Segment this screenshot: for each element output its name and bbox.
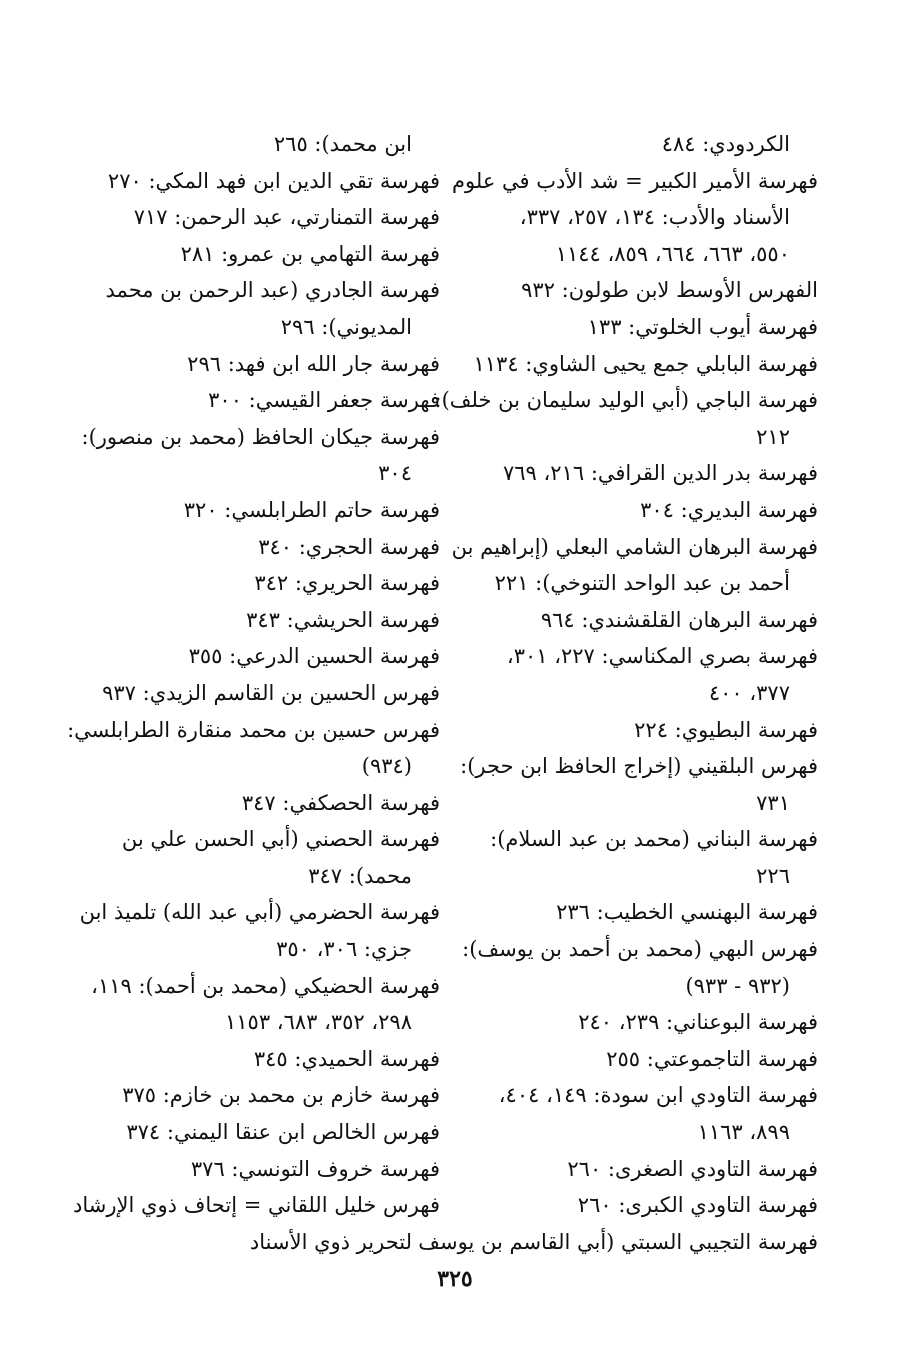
- index-entry: فهرسة الحضرمي (أبي عبد الله) تلميذ ابن: [79, 900, 440, 925]
- index-entry-continuation: المديوني): ٢٩٦: [280, 314, 412, 339]
- index-entry: فهرسة الحضيكي (محمد بن أحمد): ١١٩،: [91, 973, 440, 998]
- index-entry: فهرس الحسين بن القاسم الزيدي: ٩٣٧: [102, 680, 440, 705]
- index-entry: فهرسة التاودي ابن سودة: ١٤٩، ٤٠٤،: [498, 1083, 818, 1108]
- index-entry: فهرسة التاجموعتي: ٢٥٥: [606, 1046, 818, 1071]
- left-column: [67, 126, 440, 1260]
- index-entry: فهرسة البرهان القلقشندي: ٩٦٤: [540, 607, 818, 632]
- index-entry-continuation: ٢٩٨، ٣٥٢، ٦٨٣، ١١٥٣: [224, 1010, 412, 1035]
- index-entry: فهرسة بدر الدين القرافي: ٢١٦، ٧٦٩: [503, 461, 818, 486]
- index-entry: فهرسة الحريري: ٣٤٢: [254, 571, 440, 596]
- index-entry: فهرس خليل اللقاني = إتحاف ذوي الإرشاد: [73, 1193, 440, 1218]
- index-entry-continuation: ٣٠٤: [378, 461, 412, 486]
- page-number: ٣٢٥: [437, 1266, 473, 1292]
- index-entry: فهرس حسين بن محمد منقارة الطرابلسي:: [67, 717, 440, 742]
- right-column: [418, 126, 818, 1260]
- index-entry: فهرس الخالص ابن عنقا اليمني: ٣٧٤: [126, 1120, 440, 1145]
- index-entry-continuation: ٥٥٠، ٦٦٣، ٦٦٤، ٨٥٩، ١١٤٤: [555, 241, 790, 266]
- index-entry-continuation: ٨٩٩، ١١٦٣: [697, 1120, 790, 1145]
- index-entry-continuation: محمد): ٣٤٧: [308, 863, 412, 888]
- index-entry: فهرسة أيوب الخلوتي: ١٣٣: [587, 314, 818, 339]
- index-entry: فهرسة الحسين الدرعي: ٣٥٥: [188, 644, 440, 669]
- index-entry: فهرسة التجيبي السبتي (أبي القاسم بن يوسف: [418, 1229, 818, 1254]
- index-entry: فهرسة الحميدي: ٣٤٥: [253, 1046, 440, 1071]
- index-entry: فهرسة الحريشي: ٣٤٣: [246, 607, 440, 632]
- index-entry-continuation: ٢٢٦: [756, 863, 790, 888]
- index-entry-continuation: ٣٧٧، ٤٠٠: [708, 680, 790, 705]
- index-entry: فهرس البلقيني (إخراج الحافظ ابن حجر):: [460, 754, 818, 779]
- index-entry-continuation: الكردودي: ٤٨٤: [661, 132, 790, 156]
- index-entry: فهرسة الأمير الكبير = شد الأدب في علوم: [452, 168, 818, 193]
- index-entry: الفهرس الأوسط لابن طولون: ٩٣٢: [521, 278, 818, 303]
- index-entry: فهرسة بصري المكناسي: ٢٢٧، ٣٠١،: [506, 644, 818, 669]
- index-entry: فهرسة خروف التونسي: ٣٧٦: [190, 1156, 440, 1181]
- index-entry: فهرسة حاتم الطرابلسي: ٣٢٠: [183, 497, 440, 522]
- index-entry: فهرسة التاودي الكبرى: ٢٦٠: [577, 1193, 818, 1218]
- index-entry-continuation: (٩٣٤): [361, 754, 412, 779]
- index-entry: فهرسة جيكان الحافظ (محمد بن منصور):: [81, 424, 440, 449]
- index-entry-continuation: أحمد بن عبد الواحد التنوخي): ٢٢١: [494, 571, 790, 596]
- index-entry: فهرسة البهنسي الخطيب: ٢٣٦: [556, 900, 818, 925]
- index-entry-continuation: (٩٣٢ - ٩٣٣): [685, 973, 790, 998]
- index-entry-continuation: جزي: ٣٠٦، ٣٥٠: [276, 937, 412, 962]
- index-entry: فهرسة الجادري (عبد الرحمن بن محمد: [105, 278, 440, 303]
- index-entry: فهرسة التمنارتي، عبد الرحمن: ٧١٧: [133, 205, 440, 230]
- index-entry: فهرسة جعفر القيسي: ٣٠٠: [208, 388, 440, 413]
- index-entry-continuation: ٧٣١: [756, 790, 790, 815]
- index-entry: فهرسة الحصكفي: ٣٤٧: [241, 790, 440, 815]
- index-entry: فهرسة البوعناني: ٢٣٩، ٢٤٠: [578, 1010, 818, 1035]
- index-entry: فهرسة الحصني (أبي الحسن علي بن: [121, 827, 440, 852]
- index-entry: فهرسة البرهان الشامي البعلي (إبراهيم بن: [451, 534, 818, 559]
- index-entry-continuation: لتحرير ذوي الأسناد: [249, 1229, 412, 1254]
- index-entry: فهرسة الباجي (أبي الوليد سليمان بن خلف):: [434, 388, 818, 413]
- index-entry: فهرسة التهامي بن عمرو: ٢٨١: [180, 241, 440, 266]
- index-entry: فهرسة البطيوي: ٢٢٤: [634, 717, 818, 742]
- index-entry: فهرسة التاودي الصغرى: ٢٦٠: [567, 1156, 818, 1181]
- index-entry-continuation: ٢١٢: [756, 424, 790, 449]
- index-entry: فهرسة البديري: ٣٠٤: [640, 497, 818, 522]
- index-entry: فهرس البهي (محمد بن أحمد بن يوسف):: [462, 937, 818, 962]
- index-entry: فهرسة جار الله ابن فهد: ٢٩٦: [187, 351, 440, 376]
- index-entry-continuation: ابن محمد): ٢٦٥: [273, 132, 412, 156]
- index-entry: فهرسة الحجري: ٣٤٠: [258, 534, 440, 559]
- index-entry: فهرسة البابلي جمع يحيى الشاوي: ١١٣٤: [473, 351, 818, 376]
- index-entry: فهرسة خازم بن محمد بن خازم: ٣٧٥: [122, 1083, 440, 1108]
- index-entry-continuation: الأسناد والأدب: ١٣٤، ٢٥٧، ٣٣٧،: [519, 205, 790, 230]
- index-entry: فهرسة البناني (محمد بن عبد السلام):: [490, 827, 818, 852]
- index-entry: فهرسة تقي الدين ابن فهد المكي: ٢٧٠: [107, 168, 440, 193]
